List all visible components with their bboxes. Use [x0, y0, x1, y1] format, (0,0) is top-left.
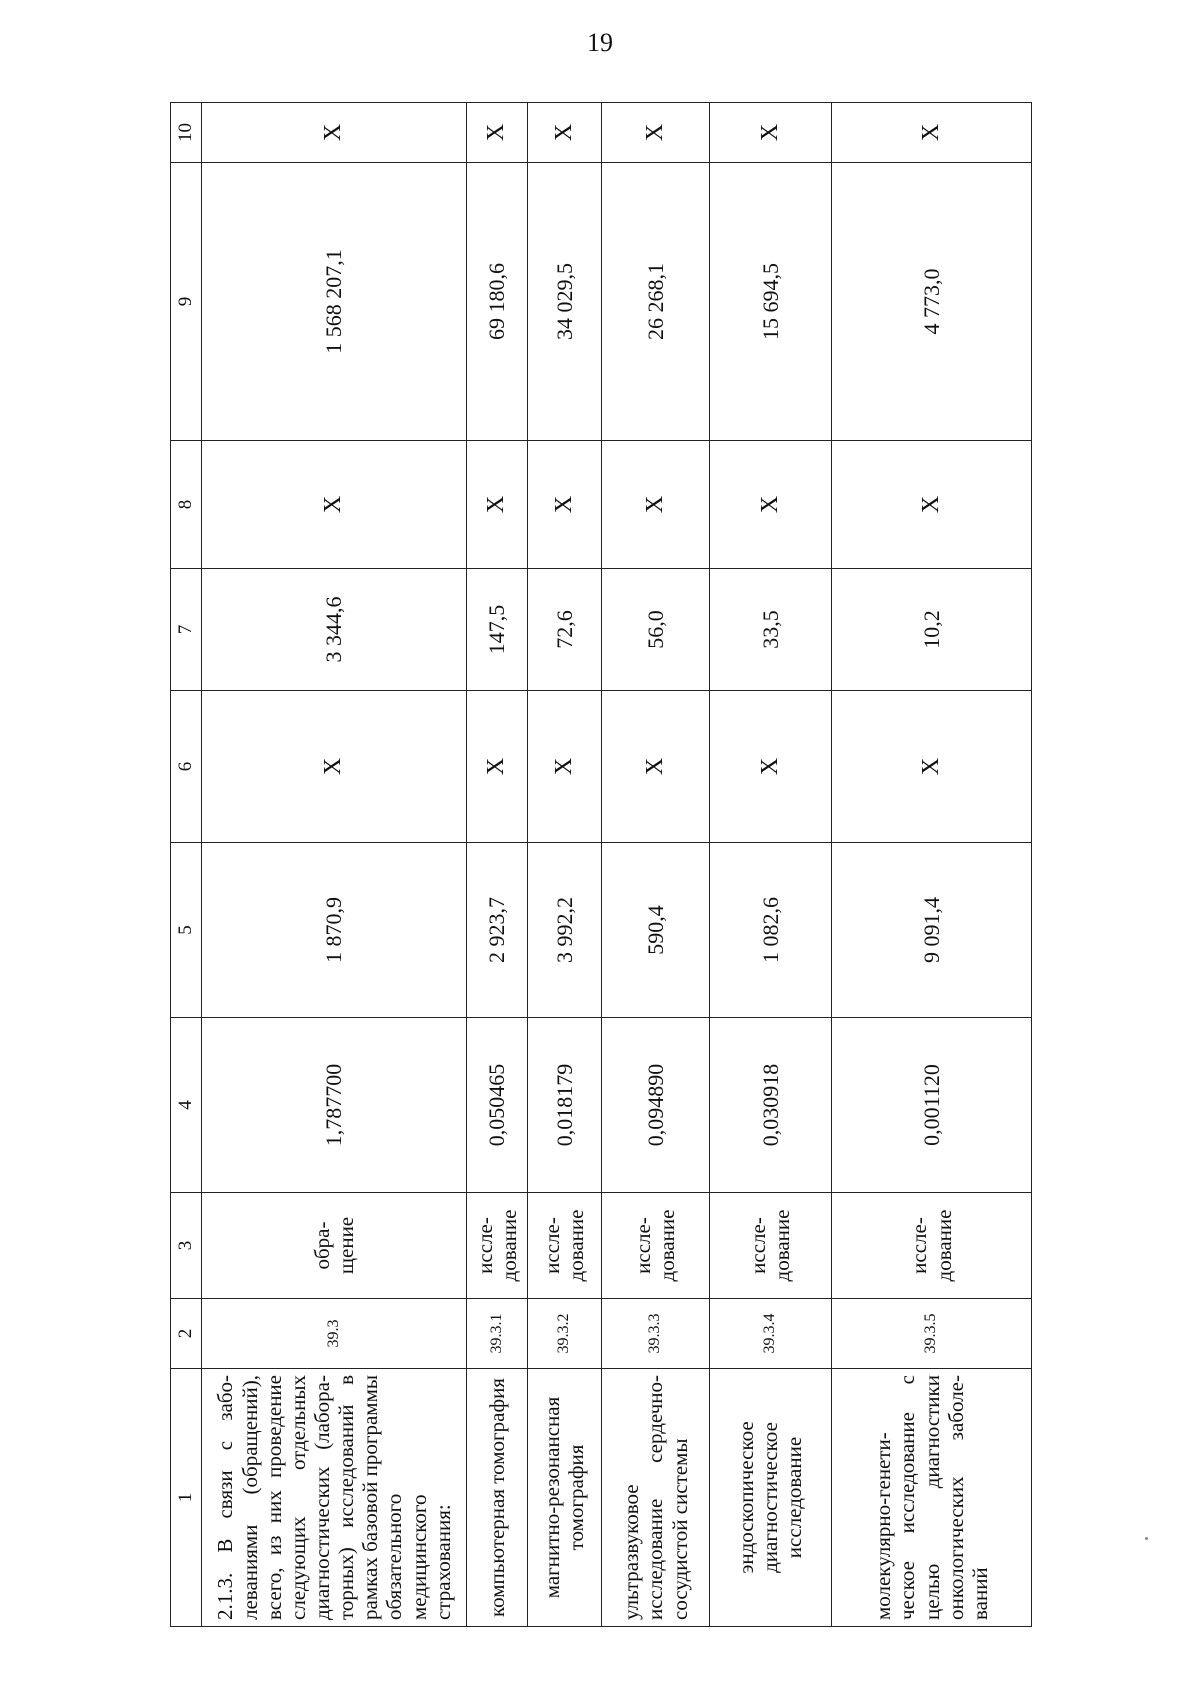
row-description: магнитно-резонансная томография — [527, 1369, 602, 1627]
row-code: 39.3.3 — [602, 1299, 709, 1369]
row-value-col4: 0,094890 — [602, 1018, 709, 1193]
row-value-col9: 26 268,1 — [602, 163, 709, 441]
row-description: компьютерная томография — [467, 1369, 527, 1627]
row-description: 2.1.3. В связи с забо-леваниями (обращений), всего, из них проведение следующих отдельных диагностических (лабора-торных) исследований в рамках базовой программы обязательного медицинского страхования: — [202, 1369, 467, 1627]
row-value-col7: 72,6 — [527, 569, 602, 691]
row-code: 39.3 — [202, 1299, 467, 1369]
row-value-col10: X — [467, 103, 527, 163]
column-header: 4 — [171, 1018, 202, 1193]
row-unit: иссле-дование — [832, 1193, 1032, 1299]
row-value-col9: 34 029,5 — [527, 163, 602, 441]
column-header: 9 — [171, 163, 202, 441]
scan-speck — [1145, 1537, 1148, 1540]
row-value-col6: X — [467, 691, 527, 843]
row-value-col8: X — [202, 441, 467, 569]
row-value-col9: 15 694,5 — [709, 163, 832, 441]
row-value-col4: 0,030918 — [709, 1018, 832, 1193]
row-unit: иссле-дование — [527, 1193, 602, 1299]
column-header: 1 — [171, 1369, 202, 1627]
row-value-col10: X — [202, 103, 467, 163]
row-value-col8: X — [602, 441, 709, 569]
table-row — [527, 103, 602, 1627]
data-table — [170, 102, 1032, 1627]
row-value-col8: X — [467, 441, 527, 569]
row-value-col5: 1 870,9 — [202, 843, 467, 1018]
row-value-col6: X — [832, 691, 1032, 843]
row-value-col6: X — [527, 691, 602, 843]
row-value-col6: X — [602, 691, 709, 843]
row-value-col5: 590,4 — [602, 843, 709, 1018]
row-value-col5: 9 091,4 — [832, 843, 1032, 1018]
row-description: эндоскопическое диагностическое исследование — [709, 1369, 832, 1627]
row-code: 39.3.5 — [832, 1299, 1032, 1369]
row-value-col4: 0,018179 — [527, 1018, 602, 1193]
table-row — [709, 103, 832, 1627]
row-description: молекулярно-генети-ческое исследование с целью диагностики онкологических заболе-ваний — [832, 1369, 1032, 1627]
page-number: 19 — [587, 28, 613, 57]
table-row — [202, 103, 467, 1627]
column-header: 6 — [171, 691, 202, 843]
column-header: 3 — [171, 1193, 202, 1299]
header-row — [171, 103, 202, 1627]
row-value-col10: X — [527, 103, 602, 163]
column-header: 8 — [171, 441, 202, 569]
row-value-col6: X — [202, 691, 467, 843]
data-table-container — [170, 103, 1032, 1627]
row-description: ультразвуковое исследование сердечно-сосудистой системы — [602, 1369, 709, 1627]
row-value-col4: 0,001120 — [832, 1018, 1032, 1193]
table-row — [467, 103, 527, 1627]
row-value-col5: 3 992,2 — [527, 843, 602, 1018]
row-code: 39.3.1 — [467, 1299, 527, 1369]
table-row — [602, 103, 709, 1627]
row-unit: иссле-дование — [602, 1193, 709, 1299]
row-value-col9: 1 568 207,1 — [202, 163, 467, 441]
row-value-col8: X — [832, 441, 1032, 569]
row-value-col8: X — [527, 441, 602, 569]
column-header: 5 — [171, 843, 202, 1018]
row-value-col10: X — [602, 103, 709, 163]
row-unit: иссле-дование — [709, 1193, 832, 1299]
column-header: 10 — [171, 103, 202, 163]
row-value-col7: 33,5 — [709, 569, 832, 691]
row-value-col7: 56,0 — [602, 569, 709, 691]
row-unit: иссле-дование — [467, 1193, 527, 1299]
row-value-col5: 2 923,7 — [467, 843, 527, 1018]
row-value-col6: X — [709, 691, 832, 843]
row-code: 39.3.2 — [527, 1299, 602, 1369]
row-unit: обра-щение — [202, 1193, 467, 1299]
column-header: 2 — [171, 1299, 202, 1369]
row-value-col4: 0,050465 — [467, 1018, 527, 1193]
column-header: 7 — [171, 569, 202, 691]
row-value-col8: X — [709, 441, 832, 569]
row-value-col5: 1 082,6 — [709, 843, 832, 1018]
row-value-col9: 69 180,6 — [467, 163, 527, 441]
row-value-col7: 3 344,6 — [202, 569, 467, 691]
row-value-col9: 4 773,0 — [832, 163, 1032, 441]
row-value-col4: 1,787700 — [202, 1018, 467, 1193]
row-value-col10: X — [832, 103, 1032, 163]
row-value-col10: X — [709, 103, 832, 163]
row-code: 39.3.4 — [709, 1299, 832, 1369]
row-value-col7: 10,2 — [832, 569, 1032, 691]
table-row — [832, 103, 1032, 1627]
row-value-col7: 147,5 — [467, 569, 527, 691]
